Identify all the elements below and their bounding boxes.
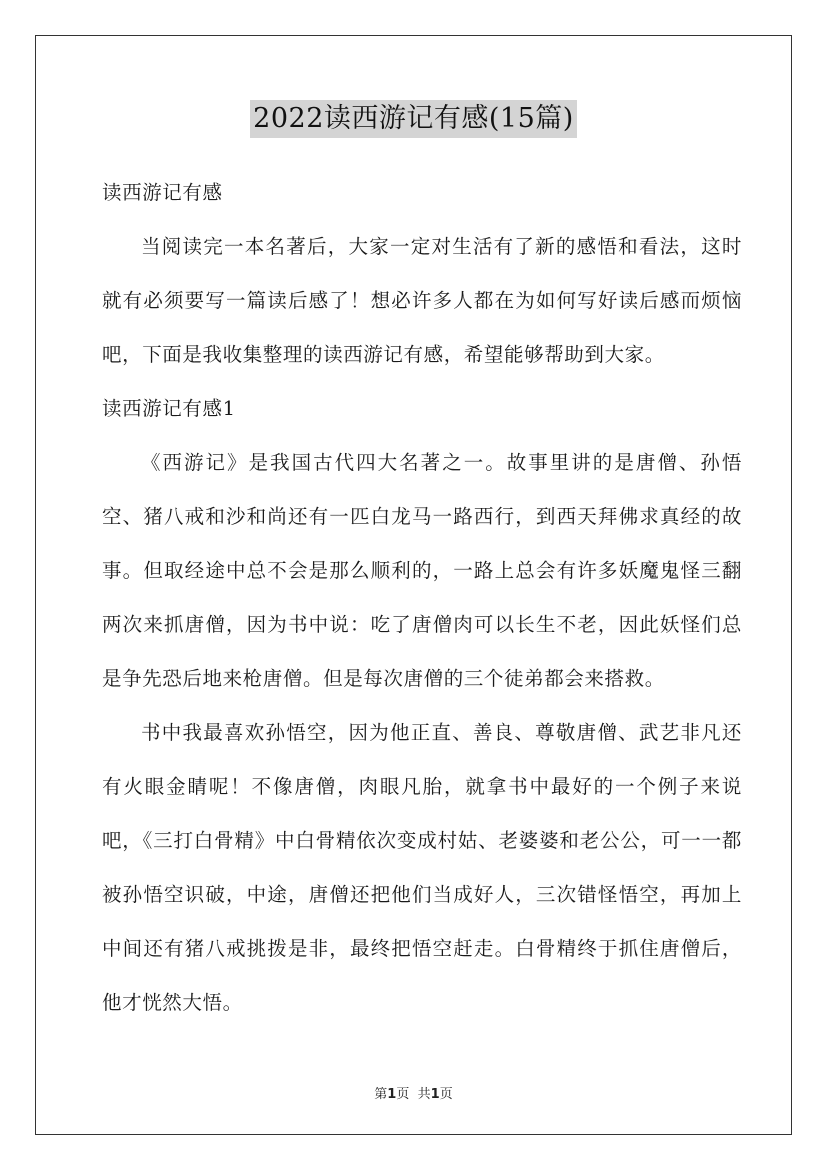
page-footer — [0, 1083, 827, 1102]
intro-paragraph: 当阅读完一本名著后，大家一定对生活有了新的感悟和看法，这时就有必须要写一篇读后感了！想必许多人都在为如何写好读后感而烦恼吧，下面是我收集整理的读西游记有感，希望能够帮助到大家。 — [102, 235, 742, 366]
body-paragraph-2: 书中我最喜欢孙悟空，因为他正直、善良、尊敬唐僧、武艺非凡还有火眼金睛呢！不像唐僧，肉眼凡胎，就拿书中最好的一个例子来说吧，《三打白骨精》中白骨精依次变成村姑、老婆婆和老公公，可一一都被孙悟空识破，中途，唐僧还把他们当成好人，三次错怪悟空，再加上中间还有猪八戒挑拨是非，最终把悟空赶走。白骨精终于抓住唐僧后，他才恍然大悟。 — [102, 721, 742, 1014]
document-body — [102, 166, 742, 1030]
page-prefix: 第 — [374, 1087, 388, 1102]
title-container — [0, 100, 827, 138]
document-title: 2022读西游记有感(15篇) — [250, 100, 577, 138]
total-prefix: 共 — [417, 1087, 431, 1102]
page-unit: 页 — [396, 1087, 410, 1102]
current-page-number: 1 — [387, 1087, 397, 1102]
body-paragraph-1: 《西游记》是我国古代四大名著之一。故事里讲的是唐僧、孙悟空、猪八戒和沙和尚还有一匹白龙马一路西行，到西天拜佛求真经的故事。但取经途中总不会是那么顺利的，一路上总会有许多妖魔鬼怪三翻两次来抓唐僧，因为书中说：吃了唐僧肉可以长生不老，因此妖怪们总是争先恐后地来枪唐僧。但是每次唐僧的三个徒弟都会来搭救。 — [102, 451, 742, 690]
essay-heading: 读西游记有感1 — [102, 397, 236, 420]
total-page-number: 1 — [430, 1087, 440, 1102]
section-heading: 读西游记有感 — [102, 181, 223, 204]
total-unit: 页 — [439, 1087, 453, 1102]
